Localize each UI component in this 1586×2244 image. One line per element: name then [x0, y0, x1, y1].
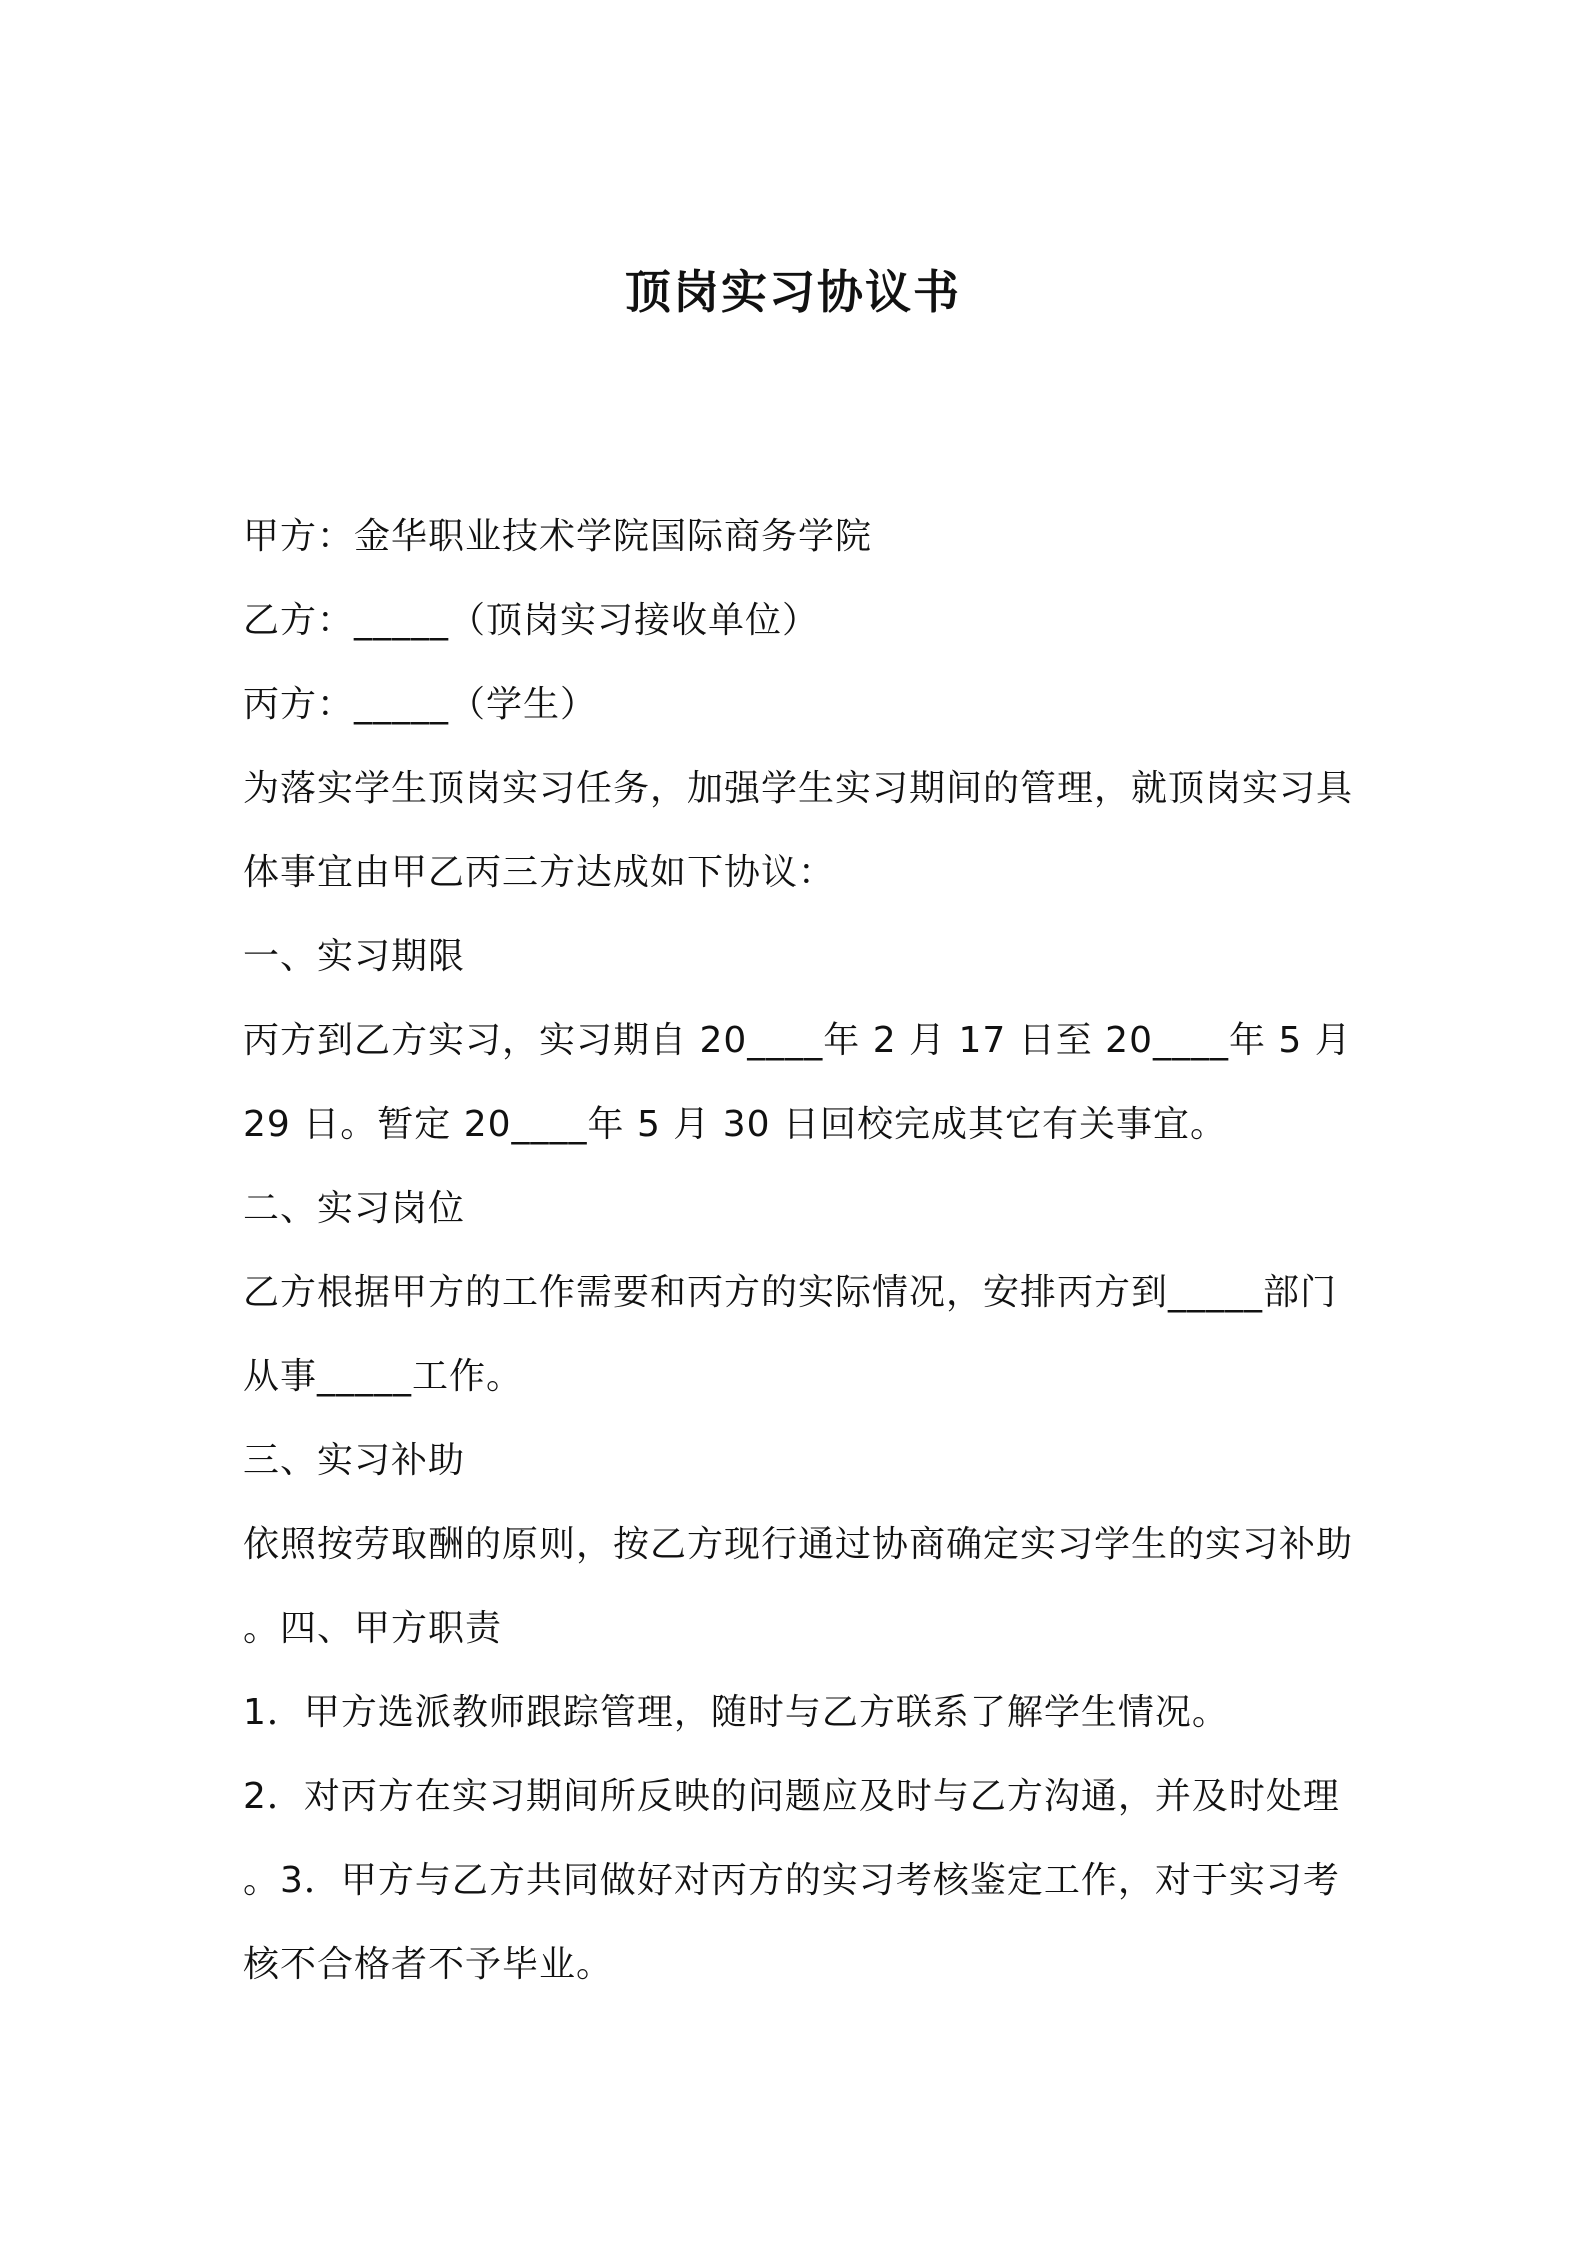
position-line-1: 乙方根据甲方的工作需要和丙方的实际情况，安排丙方到_____部门: [243, 1272, 1338, 1313]
party-a-line: 甲方：金华职业技术学院国际商务学院: [243, 516, 873, 557]
party-c-line: 丙方：_____（学生）: [243, 684, 598, 725]
period-line-1: 丙方到乙方实习，实习期自 20____年 2 月 17 日至 20____年 5 月: [243, 1020, 1352, 1061]
duty-item-1: 1．甲方选派教师跟踪管理，随时与乙方联系了解学生情况。: [243, 1692, 1229, 1733]
document-title: 顶岗实习协议书: [625, 265, 961, 319]
position-line-2: 从事_____工作。: [243, 1356, 524, 1397]
duty-item-2: 2．对丙方在实习期间所反映的问题应及时与乙方沟通，并及时处理: [243, 1776, 1340, 1817]
section-heading-period: 一、实习期限: [243, 936, 466, 977]
subsidy-line-2: 。四、甲方职责: [243, 1608, 503, 1649]
duty-item-3-cont: 核不合格者不予毕业。: [243, 1944, 614, 1985]
section-heading-position: 二、实习岗位: [243, 1188, 466, 1229]
party-b-line: 乙方：_____（顶岗实习接收单位）: [243, 600, 820, 641]
subsidy-line-1: 依照按劳取酬的原则，按乙方现行通过协商确定实习学生的实习补助: [243, 1524, 1354, 1565]
document-body: [243, 495, 1363, 2007]
section-heading-subsidy: 三、实习补助: [243, 1440, 466, 1481]
duty-item-3: 。3．甲方与乙方共同做好对丙方的实习考核鉴定工作，对于实习考: [243, 1860, 1340, 1901]
preamble-line-2: 体事宜由甲乙丙三方达成如下协议：: [243, 852, 836, 893]
preamble-line-1: 为落实学生顶岗实习任务，加强学生实习期间的管理，就顶岗实习具: [243, 768, 1354, 809]
period-line-2: 29 日。暂定 20____年 5 月 30 日回校完成其它有关事宜。: [243, 1104, 1227, 1145]
